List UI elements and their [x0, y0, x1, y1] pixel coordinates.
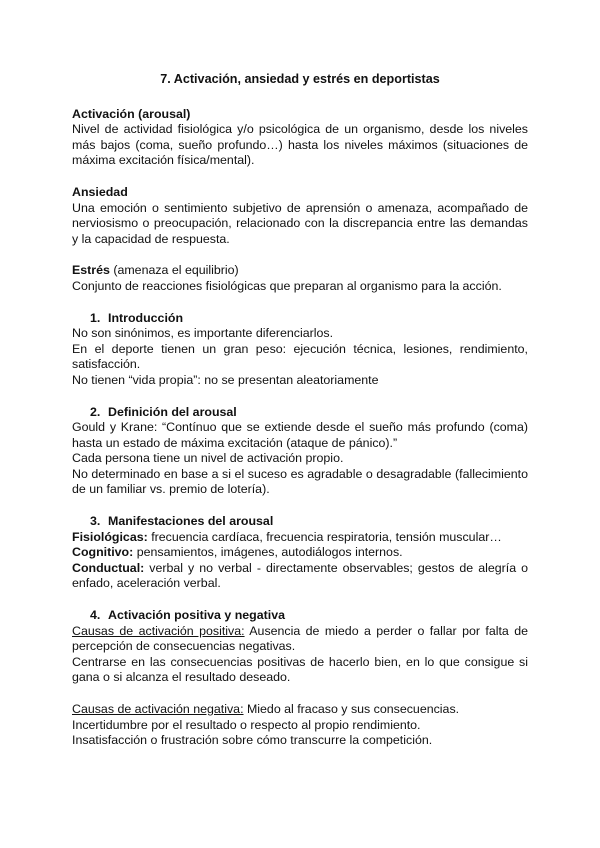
heading-ansiedad: Ansiedad [72, 184, 128, 199]
section-3-number: 3. [90, 514, 101, 529]
section-1-line: No tienen “vida propia”: no se presentan aleatoriamente [72, 372, 379, 387]
section-2-line: Gould y Krane: “Contínuo que se extiende desde el sueño más profundo (coma) hasta un estado de máxima excitación (ataque de pánico).” [72, 420, 528, 450]
section-2-line: Cada persona tiene un nivel de activación propio. [72, 451, 344, 466]
manifestation-text: frecuencia cardíaca, frecuencia respiratoria, tensión muscular… [147, 529, 502, 544]
manifestation-label: Conductual: [72, 560, 145, 575]
manifestation-label: Fisiológicas: [72, 529, 148, 544]
manifestation-label: Cognitivo: [72, 545, 134, 560]
section-2-line: No determinado en base a si el suceso es agradable o desagradable (fallecimiento de un familiar vs. premio de lotería). [72, 466, 528, 497]
positive-causes-paragraph [72, 624, 528, 655]
estres-note: (amenaza el equilibrio) [109, 263, 239, 278]
heading-arousal: Activación (arousal) [72, 106, 191, 121]
positive-causes-text: Ausencia de miedo a perder o fallar por falta de percepción de consecuencias negativas. [72, 623, 528, 654]
section-1-title: Introducción [108, 310, 184, 325]
section-3-heading [72, 514, 528, 530]
section-1-number: 1. [90, 310, 101, 325]
section-1-line: En el deporte tienen un gran peso: ejecución técnica, lesiones, rendimiento, satisfacción. [72, 341, 528, 372]
manifestation-item [72, 545, 528, 561]
section-1-line: No son sinónimos, es importante diferenciarlos. [72, 326, 334, 341]
section-1-heading [72, 311, 528, 327]
manifestation-item [72, 530, 528, 546]
negative-causes-paragraph [72, 702, 528, 718]
section-4-heading [72, 608, 528, 624]
manifestation-item [72, 561, 528, 592]
negative-causes-line: Incertidumbre por el resultado o respecto al propio rendimiento. [72, 717, 421, 732]
page-title: 7. Activación, ansiedad y estrés en deportistas [160, 72, 440, 86]
paragraph-estres: Conjunto de reacciones fisiológicas que preparan al organismo para la acción. [72, 278, 502, 293]
section-2-title: Definición del arousal [108, 404, 237, 419]
manifestation-text: verbal y no verbal - directamente observables; gestos de alegría o enfado, aceleración verbal. [72, 560, 528, 591]
positive-causes-line: Centrarse en las consecuencias positivas de hacerlo bien, en lo que consigue si gana o si alcanza el resultado deseado. [72, 654, 528, 685]
section-4-title: Activación positiva y negativa [108, 608, 285, 623]
section-2-heading [72, 405, 528, 421]
positive-causes-label: Causas de activación positiva: [72, 623, 245, 638]
section-4-number: 4. [90, 608, 101, 623]
negative-causes-text: Miedo al fracaso y sus consecuencias. [243, 702, 460, 716]
heading-estres-line [72, 263, 528, 279]
section-3-title: Manifestaciones del arousal [108, 514, 274, 529]
paragraph-arousal: Nivel de actividad fisiológica y/o psicológica de un organismo, desde los niveles más bajos (coma, sueño profundo…) hasta los niveles máximos (situaciones de máxima excitación física/mental). [72, 122, 528, 168]
section-2-number: 2. [90, 404, 101, 419]
paragraph-ansiedad: Una emoción o sentimiento subjetivo de aprensión o amenaza, acompañado de nerviosismo o preocupación, relacionado con la discrepancia entre las demandas y la capacidad de respuesta. [72, 200, 528, 246]
heading-estres: Estrés [72, 263, 110, 278]
manifestation-text: pensamientos, imágenes, autodiálogos internos. [133, 545, 403, 560]
negative-causes-line: Insatisfacción o frustración sobre cómo transcurre la competición. [72, 733, 433, 748]
negative-causes-label: Causas de activación negativa: [72, 702, 244, 716]
